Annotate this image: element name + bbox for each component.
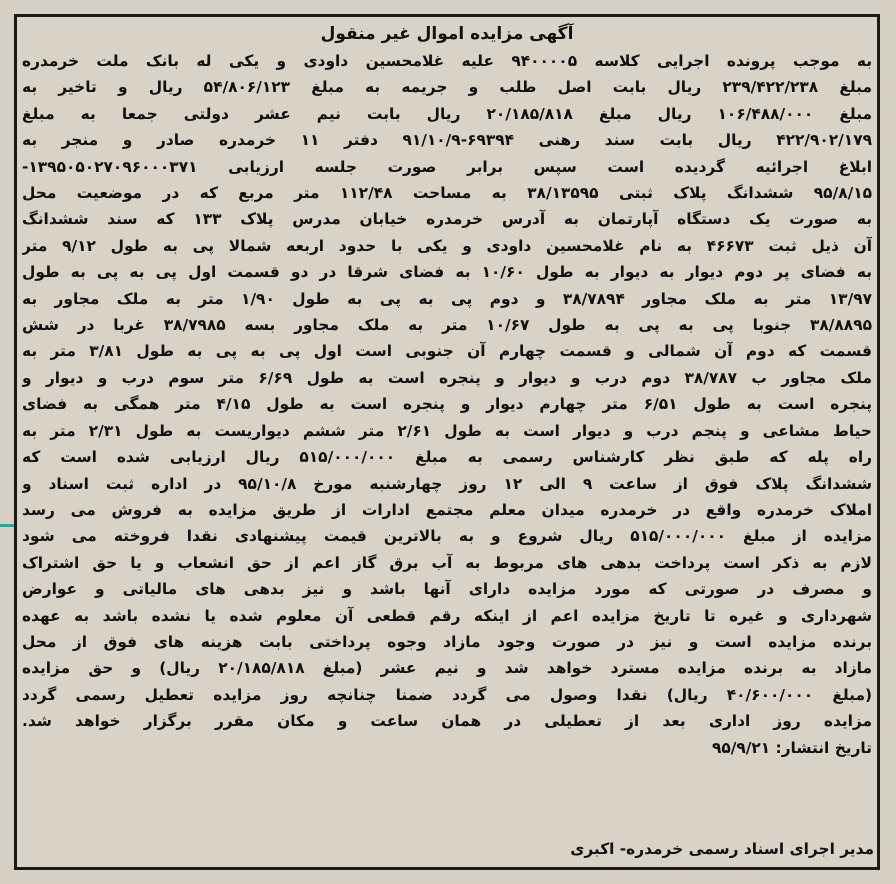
notice-title: آگهی مزایده اموال غیر منقول <box>320 24 574 44</box>
notice-line: لازم به ذکر است پرداخت بدهی های مربوط به آب برق گاز اعم از حق انشعاب و یا حق اشتراک <box>22 553 872 572</box>
notice-line: شهرداری و غیره تا تاریخ مزایده اعم از اینکه رقم قطعی آن معلوم شده یا نشده باشد به عهده <box>22 606 872 625</box>
notice-line: ۹۵/۸/۱۵ ششدانگ پلاک ثبتی ۳۸/۱۳۵۹۵ به مساحت ۱۱۲/۴۸ متر مربع که در موضعیت محل <box>22 184 872 203</box>
notice-line: ۱۳/۹۷ متر به ملک مجاور ۳۸/۷۸۹۴ و دوم پی به پی به طول ۱/۹۰ متر به ملک مجاور به <box>22 289 872 308</box>
notice-line: (مبلغ ۴۰/۶۰۰/۰۰۰ ریال) نقدا وصول می گردد ضمنا چنانچه روز مزایده تعطیل رسمی گردد <box>22 685 872 704</box>
signature-line: مدیر اجرای اسناد رسمی خرمدره- اکبری <box>570 840 874 858</box>
notice-line: به صورت یک دستگاه آپارتمان به آدرس خرمدره خیابان مدرس پلاک ۱۳۳ که سند ششدانگ <box>22 210 872 229</box>
notice-line: حیاط مشاعی و پنجم درب و دیوار است به طول ۲/۶۱ متر ششم دیواریست به طول ۲/۳۱ متر به <box>22 421 872 440</box>
notice-line: مزایده از مبلغ ۵۱۵/۰۰۰/۰۰۰ ریال شروع و به بالاترین قیمت پیشنهادی نقدا فروخته می شود <box>22 527 872 546</box>
publish-date: تاریخ انتشار: ۹۵/۹/۲۱ <box>711 738 872 757</box>
notice-line: املاک خرمدره واقع در خرمدره میدان معلم مجتمع ادارات از طریق مزایده به فروش می رسد <box>22 500 872 519</box>
notice-line: به موجب پرونده اجرایی کلاسه ۹۴۰۰۰۰۵ علیه غلامحسین داودی و یکی له بانک ملت خرمدره <box>22 52 872 70</box>
notice-line: و مصرف در صورتی که مورد مزایده دارای آنها باشد و نیز بدهی های مالیاتی و عوارض <box>22 580 872 599</box>
notice-line: مبلغ ۱۰۶/۴۸۸/۰۰۰ ریال مبلغ ۲۰/۱۸۵/۸۱۸ ریال بابت نیم عشر دولتی جمعا به مبلغ <box>22 104 872 123</box>
notice-line: راه پله که طبق نظر کارشناس رسمی به مبلغ ۵۱۵/۰۰۰/۰۰۰ ریال ارزیابی شده است که <box>22 448 872 467</box>
notice-line: به فضای پر دوم دیوار به دیوار به طول ۱۰/۶۰ به فضای شرقا در دو قسمت اول پی به پی به طول <box>22 263 872 282</box>
notice-line: مازاد به برنده مزایده مسترد خواهد شد و نیم عشر (مبلغ ۲۰/۱۸۵/۸۱۸ ریال) و حق مزایده <box>22 659 872 678</box>
notice-content <box>22 22 872 761</box>
notice-line: آن ذیل ثبت ۴۶۶۷۳ به نام غلامحسین داودی و یکی با حدود اربعه شمالا پی به طول ۹/۱۲ متر <box>22 236 872 255</box>
notice-line: پنجره است به طول ۶/۵۱ متر چهارم دیوار و پنجره است به طول ۴/۱۵ متر همگی به فضای <box>22 395 872 414</box>
notice-line: مزایده روز اداری بعد از تعطیلی در همان ساعت و مکان مقرر برگزار خواهد شد. <box>22 712 872 731</box>
notice-line: برنده مزایده است و نیز در صورت وجود مازاد وجوه پرداختی بابت هزینه های فوق از محل <box>22 632 872 651</box>
notice-line: مبلغ ۲۳۹/۴۲۲/۲۳۸ ریال بابت اصل طلب و جریمه به مبلغ ۵۴/۸۰۶/۱۲۳ ریال و تاخیر به <box>22 78 872 97</box>
notice-line: ملک مجاور ب ۳۸/۷۸۷ دوم درب و دیوار و پنجره است به طول ۶/۶۹ متر سوم درب و دیوار و <box>22 368 872 387</box>
notice-body <box>22 48 872 735</box>
notice-line: ابلاغ اجرائیه گردیده است سپس برابر صورت جلسه ارزیابی ۱۳۹۵۰۵۰۲۷۰۹۶۰۰۰۳۷۱- <box>22 157 872 176</box>
notice-line: ۳۸/۸۸۹۵ جنوبا پی به پی به طول ۱۰/۶۷ متر به ملک مجاور بسه ۳۸/۷۹۸۵ غربا در شش <box>22 316 872 335</box>
notice-line: ۴۲۲/۹۰۲/۱۷۹ ریال بابت سند رهنی ۶۹۳۹۴-۹۱/۱۰/۹ دفتر ۱۱ خرمدره صادر و منجر به <box>22 131 872 150</box>
notice-line: قسمت که دوم آن شمالی و قسمت چهارم آن جنوبی است اول پی به پی به طول ۳/۸۱ متر به <box>22 342 872 361</box>
notice-line: ششدانگ پلاک فوق از ساعت ۹ الی ۱۲ روز چهارشنبه مورخ ۹۵/۱۰/۸ در اداره ثبت اسناد و <box>22 474 872 493</box>
